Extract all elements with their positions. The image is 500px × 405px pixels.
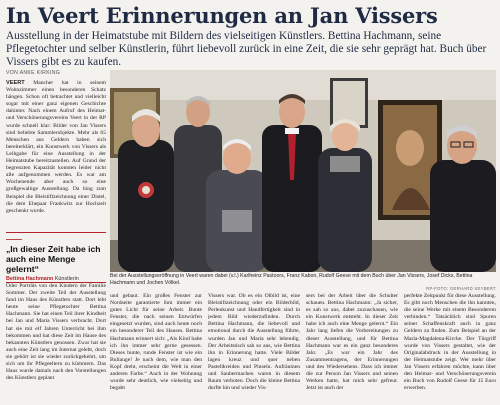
article-column-4 — [306, 293, 398, 405]
article-column-3 — [208, 293, 300, 405]
article-column-1 — [6, 80, 106, 228]
pull-quote-text: „In dieser Zeit habe ich auch eine Menge gelernt“ — [6, 244, 101, 274]
group-photo-illustration — [110, 70, 496, 272]
article-column-2 — [110, 293, 202, 405]
photo-caption-text: Bei der Ausstellungseröffnung in Veert waren dabei (v.l.) Karlheinz Pastoors, Franz Kabon, Rudolf Geese mit dem Buch über Jan Vissers, Josef Dicks, Bettina Hachmann und Jochen Völkel. — [110, 273, 473, 286]
dateline: VEERT — [6, 80, 25, 86]
byline: VON ANKE KIRKING — [6, 70, 61, 76]
pull-quote — [6, 232, 106, 283]
pull-quote-author-name: Bettina Hachmann — [6, 276, 54, 282]
article-text: Oder Porträts von den Kindern der Familie Sommer. Der zweite Teil der Ausstellung fand im Haus des Künstlers statt. Dort lebt heute seine Pflegetochter Bettina Hachmann. Sie hat einen Teil ihrer Kindheit bei Jan und Maria Vissers verbracht. Dort hat sie mit elf Jahren Unterricht bei ihm bekommen und hat diese Zeit im Hause des bekannten Künstlers genossen. Zwar hat sie auch eine Zeit lang im Internat gelebt, doch sie gehört ist sie wieder zurückgekehrt, um sich um ihr Pflegeeltern zu kümmern. Das Haus wurde damals nach den Vorstellungen des Künstlers geplant — [6, 283, 106, 382]
photo-caption — [110, 273, 496, 293]
article-text: perfekte Zeitpunkt für diese Ausstellung. Es gibt noch Menschen die ihn kannten, die seine Werke mit einem Besonderem verbinden.“ Tatsächlich sind Spuren seiner Schaffenskraft auch in ganz Geldern zu finden. Zum Beispiel an der Maria-Magdalena-Kirche. Der Türgriff wurde von Vissers gestaltet, wie der Originalabdruck in der Ausstellung in der Heimatstube zeigt. Wer mehr über Jan Vissers erfahren möchte, kann über den Heimat- und Verschönerungsverein ein Buch von Rudolf Geese für 15 Euro erwerben. — [404, 293, 496, 392]
article-deck: Ausstellung in der Heimatstube mit Bildern des vielseitigen Künstlers. Bettina Hachmann, seine Pflegetochter und selber Künstlerin, führt liebevoll zurück in eine Zeit, die sie sehr geprägt hat. Buch über Vissers gibt es zu kaufen. — [6, 30, 487, 68]
article-text: Vissers war. Ob es ein Ölbild ist, eine Bleistiftzeichnung oder ein Bilderbild, Perlenkunst und Handfertigkeit sind in jedem Bild wiederzufinden. Durch Bettina Hachmann, die liebevoll und emotional durch die Ausstellung führte, wurden Jan und Maria sehr lebendig. Der Arbeitstisch sah so aus, wie Bettina ihn in Erinnerung hatte. Viele Bilder lagen kreuz und quer neben Pastellkreiden und Pinseln. Aufräumen und Saubermachen waren in diesem Raum verboten. Doch die kleine Bettina durfte hin und wieder Vis- — [208, 293, 300, 392]
article-column-5 — [404, 293, 496, 405]
headline: In Veert Erinnerungen an Jan Vissers — [6, 3, 438, 28]
pull-quote-author — [6, 276, 106, 282]
article-text: sers bei der Arbeit über die Schulter schauen. Bettina Hachmann: „Ja sicher, es sah so aus, dabei zuzuschauen, wie ein Kunstwerk entsteht. In dieser Zeit habe ich auch eine Menge gelernt.“ Ein Jahr lang liefen die Vorbereitungen zu dieser Ausstellung, und für Bettina Hachmann war es ein ganz besonderes Jahr. „Es war ein Jahr des Zusammentragens, der Erinnerungen und des Wiedersehens. Dass ich immer die zur Person Jan Vissers und seinen Werken hatte, hat mich sehr gefreut. Jetzt ist auch der — [306, 293, 398, 392]
pull-quote-author-role: Künstlerin — [54, 276, 79, 282]
article-text: und gebaut. Ein großes Fenster zur Nordseite garantierte ihm immer ein gutes Licht für seine Arbeit. Bunte Fenster, die nach seinen Entwürfen eingesetzt wurden, sind auch heute noch ein besonderer Teil des Hauses. Bettina Hachmann erinnert sich: „Als Kind habe ich ihn immer sehr gerne gesessen. Dieses bunte, runde Fenster ist wie ein Bullauge! Je nach dem, wie man den Kopf dreht, erscheint die Welt in einer anderen Farbe.“ Auch in der Wohnung wurde sehr deutlich, wie vielseitig und begabt — [110, 293, 202, 392]
article-column-1b — [6, 283, 106, 403]
photo-credit: RP-FOTO: GERHARD SEYBERT — [426, 286, 496, 291]
quote-marker: —— — [6, 235, 22, 244]
group-photo — [110, 70, 496, 272]
article-text: Mancher hat in seinem Wohnzimmer einen besonderen Schatz hängen. Schon oft betrachtet und vielleicht sogar mit einer ganz eigenen Geschichte dahinter. Nach einem Aufruf des Heimat- und Verschönerungsvereins Veert in der RP wurde schnell klar: Bilder von Jan Vissers sind beliebte Sammlerobjekte. Mehr als 65 Menschen aus Geldern haben sich bereiterklärt, ein Kunstwerk von Vissers als Leihgabe für eine Ausstellung in der Heimatstube bereitzustellen. Auf Grund der begrenzten Kapazität konnten leider nicht alle aufgenommen werden. Es war am Wochenende aber auch so eine großgewaltige Ausstellung. Da hing zum Beispiel die Bleistiftzeichnung einer Distel, die dem Ehepaar Frankwitz zur Hochzeit geschenkt wurde. — [6, 80, 106, 214]
